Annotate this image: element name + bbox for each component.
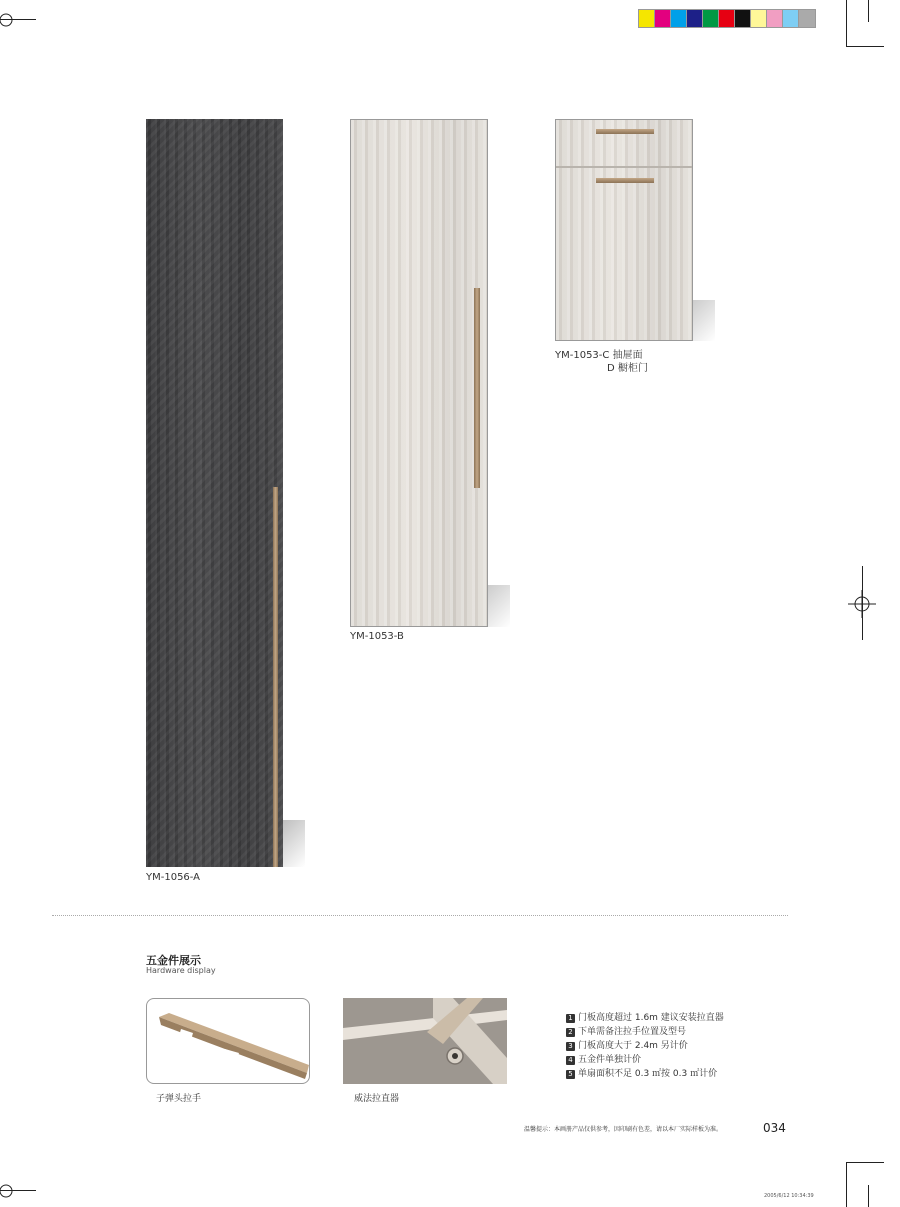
note-text: 单扇面积不足 0.3 ㎡按 0.3 ㎡计价 [578,1069,718,1079]
hardware-subtitle: Hardware display [146,966,216,975]
note-item [566,1025,724,1039]
crop-mark-top-right-v [846,0,847,46]
footer-disclaimer: 温馨提示：本画册产品仅供参考，因印刷有色差，请以本厂实际样板为准。 [524,1126,723,1133]
door-panel-ym-1053-c [555,119,693,341]
order-notes-list [566,1011,724,1081]
hardware-title: 五金件展示 [146,954,201,967]
bullet-handle-illustration [147,999,310,1084]
crop-mark-top-right-h [846,46,884,47]
color-swatch-4 [687,10,703,27]
door-c-caption-line2: D 橱柜门 [607,363,648,374]
print-timestamp: 2005/6/12 10:34:39 [764,1193,814,1199]
note-item [566,1053,724,1067]
note-text: 门板高度大于 2.4m 另计价 [578,1041,688,1051]
straightener-illustration [343,998,507,1084]
print-color-bar [638,9,816,28]
door-b-handle [474,288,480,488]
color-swatch-5 [703,10,719,27]
color-swatch-6 [719,10,735,27]
door-b-shadow [488,585,510,627]
section-divider [52,915,788,916]
color-swatch-7 [735,10,751,27]
hardware-item-1-label: 子弹头拉手 [156,1094,202,1104]
color-swatch-9 [767,10,783,27]
registration-mark-bottom-left [0,1177,20,1205]
drawer-handle [596,129,654,134]
drawer-divider [556,166,692,168]
crop-mark-right-v [862,566,863,640]
note-text: 门板高度超过 1.6m 建议安装拉直器 [578,1013,724,1023]
note-item [566,1067,724,1081]
door-panel-ym-1053-b [350,119,488,627]
color-swatch-2 [655,10,671,27]
color-swatch-1 [639,10,655,27]
straightener-photo [343,998,507,1084]
crop-mark-top-right-v2 [868,0,869,22]
crop-mark-bottom-right-h [846,1162,884,1163]
hardware-item-2-label: 威法拉直器 [354,1094,400,1104]
registration-mark-top-left [0,6,20,34]
page-number: 034 [763,1121,786,1135]
door-a-handle [273,487,278,867]
note-number-badge: 1 [566,1014,575,1023]
color-swatch-3 [671,10,687,27]
crop-mark-bottom-right-v [846,1162,847,1207]
door-panel-ym-1056-a [146,119,283,867]
note-number-badge: 3 [566,1042,575,1051]
door-a-caption: YM-1056-A [146,872,201,883]
note-text: 五金件单独计价 [578,1055,642,1065]
note-number-badge: 4 [566,1056,575,1065]
note-item [566,1039,724,1053]
color-swatch-11 [799,10,815,27]
door-c-caption: YM-1053-C 抽屉面 [555,350,643,361]
note-number-badge: 5 [566,1070,575,1079]
color-swatch-10 [783,10,799,27]
door-b-caption: YM-1053-B [350,631,404,642]
cabinet-door-handle [596,178,654,183]
note-number-badge: 2 [566,1028,575,1037]
color-swatch-8 [751,10,767,27]
note-item [566,1011,724,1025]
note-text: 下单需备注拉手位置及型号 [578,1027,687,1037]
door-a-shadow [283,820,305,867]
door-c-shadow [693,300,715,341]
bullet-handle-photo [146,998,310,1084]
crop-mark-bottom-right-v2 [868,1185,869,1207]
